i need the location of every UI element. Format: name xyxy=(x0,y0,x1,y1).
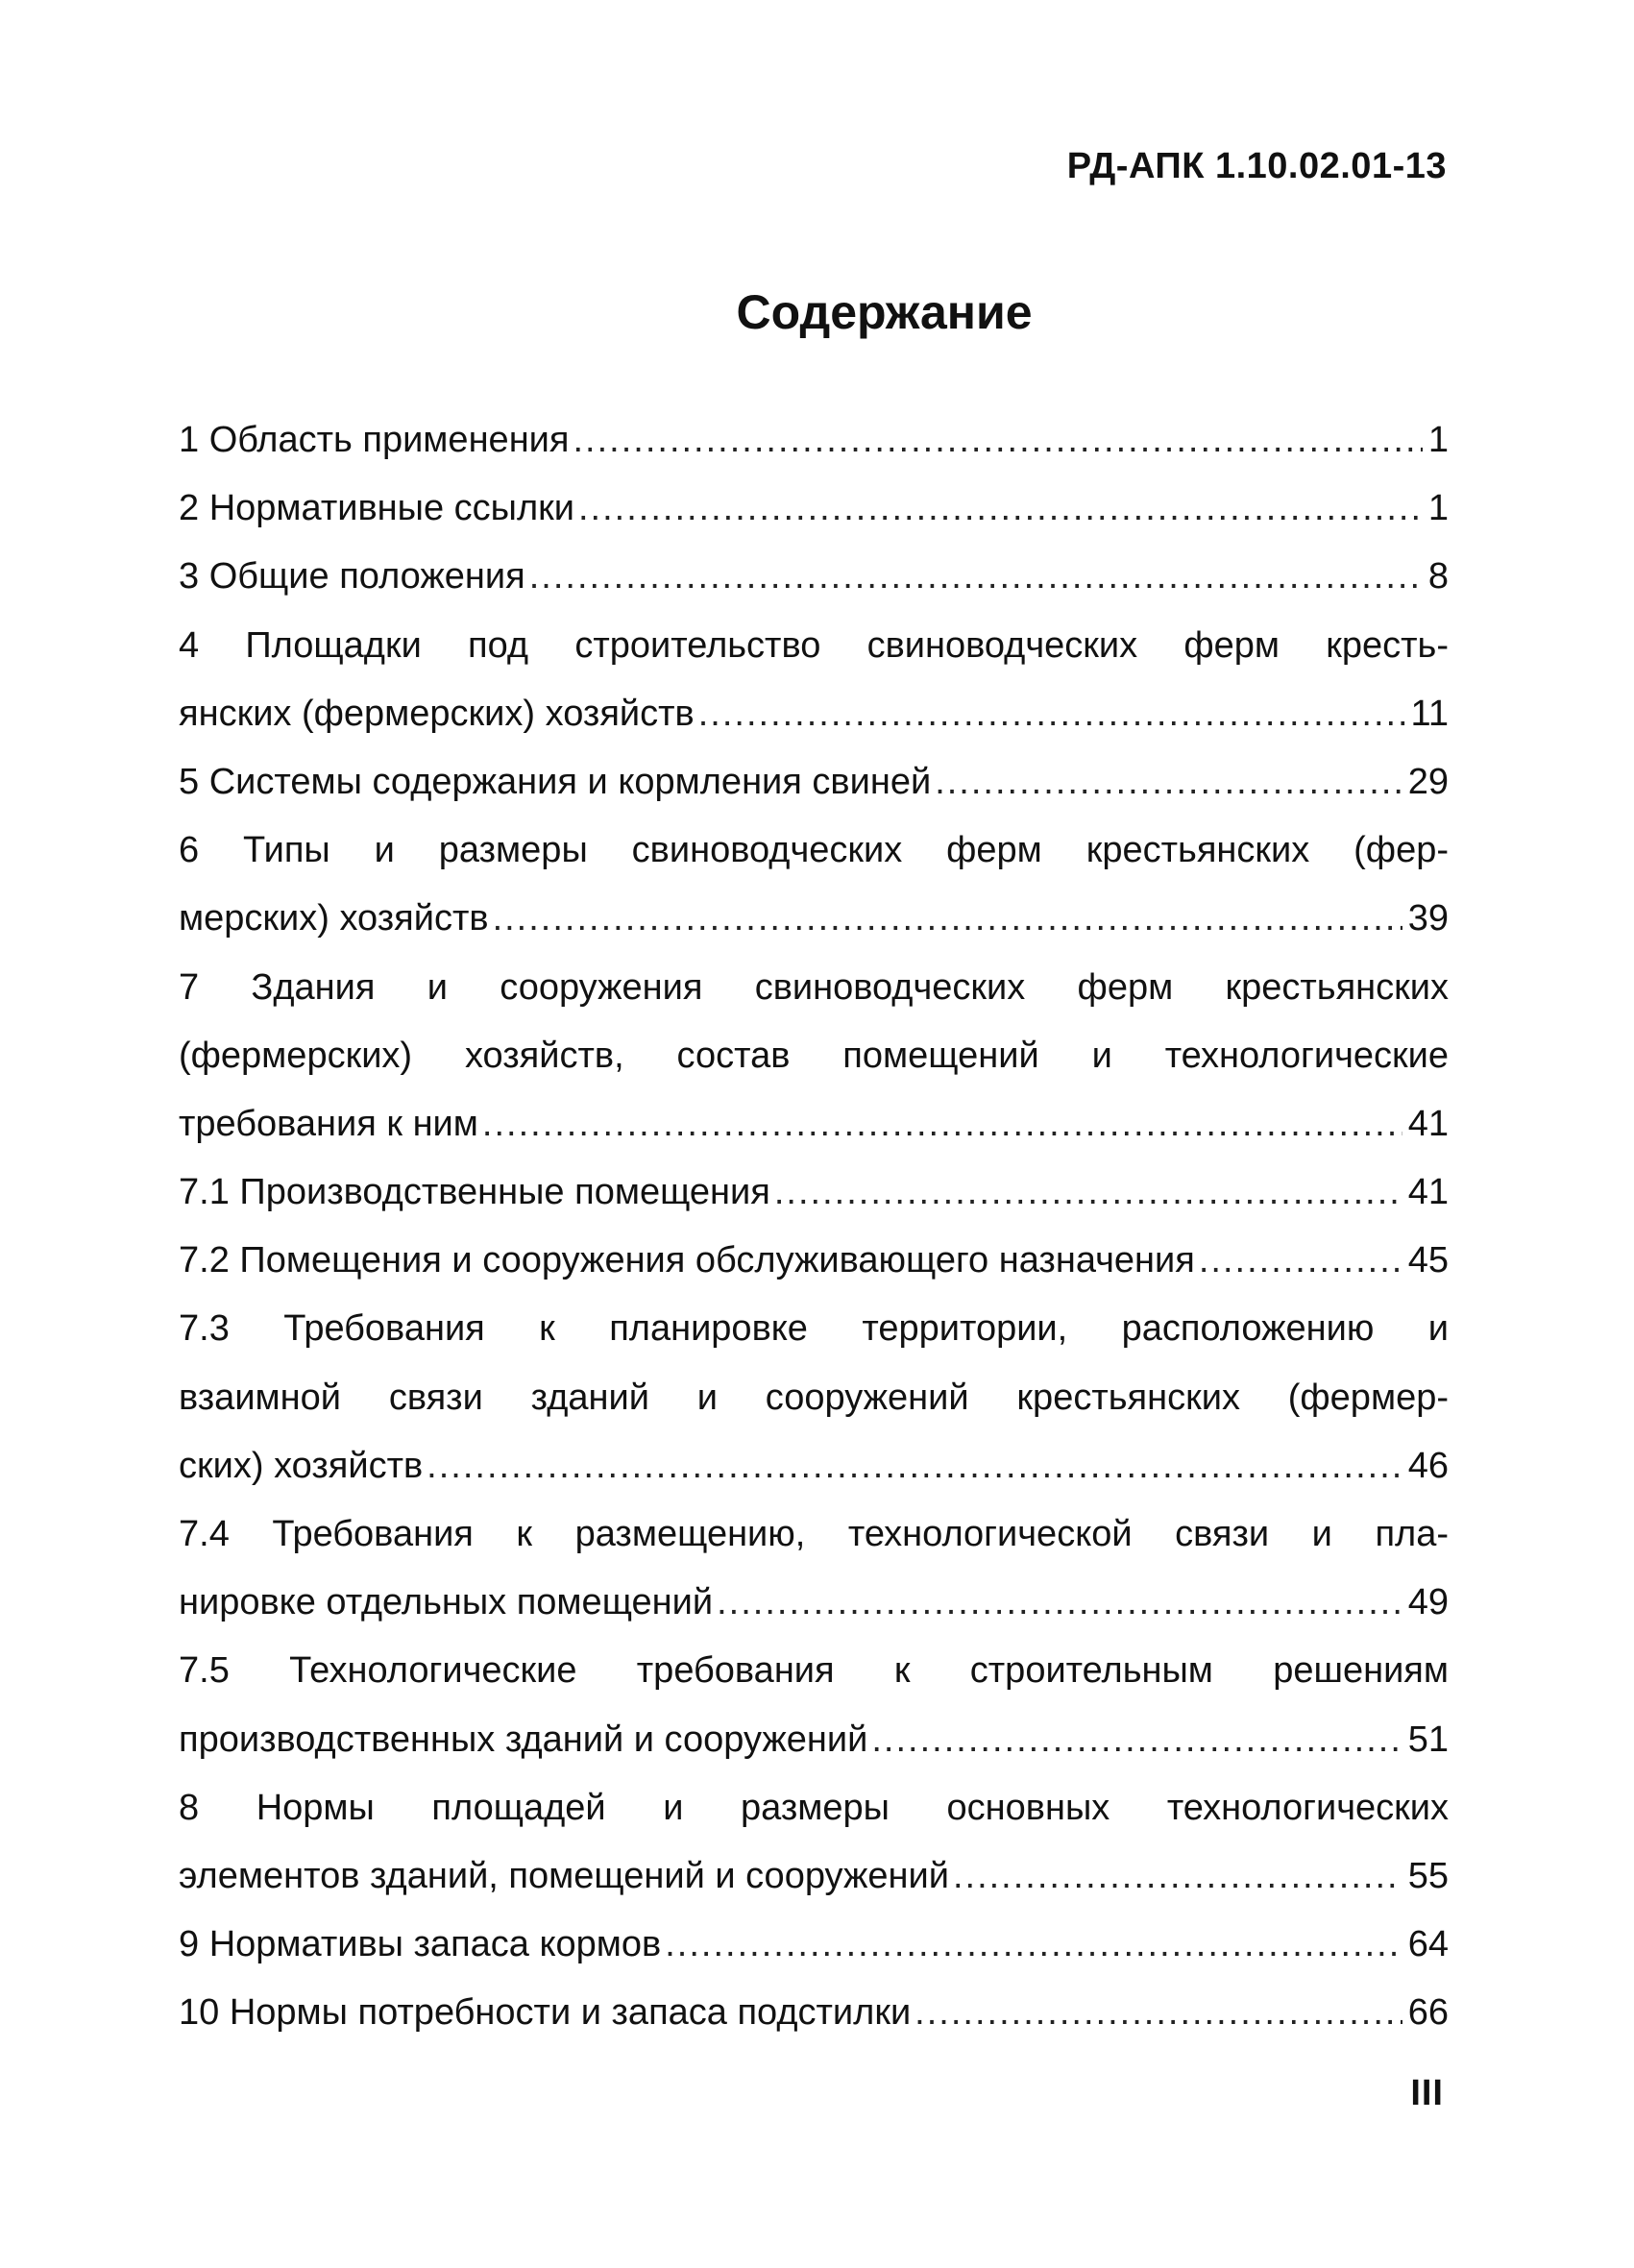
toc-entry-text: 6 Типы и размеры свиноводческих ферм крестьянских (фер- xyxy=(179,830,1449,871)
toc-entry-page: 41 xyxy=(1407,1103,1449,1144)
dot-leader xyxy=(871,1706,1402,1774)
dot-leader xyxy=(529,543,1423,611)
dot-leader xyxy=(953,1842,1402,1911)
toc-entry-text: 5 Системы содержания и кормления свиней xyxy=(179,761,932,802)
toc-entry-page: 55 xyxy=(1407,1855,1449,1896)
toc-entry-text: 7.3 Требования к планировке территории, расположению и xyxy=(179,1308,1449,1350)
dot-leader xyxy=(915,1979,1402,2047)
toc-entry-text: (фермерских) хозяйств, состав помещений и технологические xyxy=(179,1035,1449,1076)
toc-entry[interactable] xyxy=(179,1227,1449,1295)
toc-entry-page: 51 xyxy=(1407,1719,1449,1760)
toc-entry-page: 41 xyxy=(1407,1172,1449,1213)
toc-entry[interactable] xyxy=(179,543,1449,611)
dot-leader xyxy=(482,1090,1402,1158)
toc-entry-text: 7.1 Производственные помещения xyxy=(179,1172,770,1213)
toc-entry-text: янских (фермерских) хозяйств xyxy=(179,693,695,734)
toc-entry-page: 66 xyxy=(1407,1992,1449,2034)
toc-entry-text: 2 Нормативные ссылки xyxy=(179,488,574,529)
toc-entry-page: 49 xyxy=(1407,1582,1449,1623)
dot-leader xyxy=(774,1158,1402,1227)
dot-leader xyxy=(578,475,1423,543)
toc-entry[interactable] xyxy=(179,817,1449,953)
toc-entry-text: 4 Площадки под строительство свиноводческих ферм кресть- xyxy=(179,624,1449,666)
toc-entry-page: 1 xyxy=(1427,420,1449,460)
toc-entry-page: 1 xyxy=(1427,488,1449,529)
toc-entry[interactable] xyxy=(179,612,1449,748)
toc-entry-text: 7.5 Технологические требования к строительным решениям xyxy=(179,1650,1449,1692)
dot-leader xyxy=(665,1911,1402,1979)
toc-entry-text: 1 Область применения xyxy=(179,420,570,460)
toc-entry-text: 8 Нормы площадей и размеры основных технологических xyxy=(179,1787,1449,1828)
toc-entry-page: 29 xyxy=(1407,761,1449,802)
toc-entry-page: 8 xyxy=(1427,556,1449,597)
toc-entry-text: 3 Общие положения xyxy=(179,556,525,597)
dot-leader xyxy=(493,885,1402,953)
dot-leader xyxy=(427,1432,1402,1500)
toc-entry-text: производственных зданий и сооружений xyxy=(179,1719,868,1760)
toc-entry-text: 7.2 Помещения и сооружения обслуживающего назначения xyxy=(179,1240,1195,1281)
toc-entry-text: 9 Нормативы запаса кормов xyxy=(179,1924,662,1965)
toc-entry-text: элементов зданий, помещений и сооружений xyxy=(179,1855,949,1896)
toc-entry[interactable] xyxy=(179,1637,1449,1773)
toc-entry[interactable] xyxy=(179,406,1449,475)
toc-entry-page: 11 xyxy=(1410,693,1449,734)
dot-leader xyxy=(698,680,1405,748)
toc-entry-page: 39 xyxy=(1407,898,1449,939)
toc-entry[interactable] xyxy=(179,1774,1449,1911)
table-of-contents xyxy=(179,406,1449,2048)
toc-entry-text: взаимной связи зданий и сооружений крестьянских (фермер- xyxy=(179,1377,1449,1418)
dot-leader xyxy=(935,748,1402,817)
page-number: III xyxy=(1410,2073,1444,2113)
toc-entry[interactable] xyxy=(179,1158,1449,1227)
toc-entry-page: 46 xyxy=(1407,1445,1449,1486)
toc-entry-text: ских) хозяйств xyxy=(179,1445,424,1486)
toc-entry-text: 7 Здания и сооружения свиноводческих ферм крестьянских xyxy=(179,966,1449,1008)
page-title: Содержание xyxy=(736,285,1033,339)
toc-entry-text: 10 Нормы потребности и запаса подстилки xyxy=(179,1992,912,2034)
toc-entry[interactable] xyxy=(179,1295,1449,1500)
toc-entry-page: 64 xyxy=(1407,1924,1449,1965)
toc-entry-text: мерских) хозяйств xyxy=(179,898,489,939)
toc-entry[interactable] xyxy=(179,475,1449,543)
toc-entry-page: 45 xyxy=(1407,1240,1449,1281)
dot-leader xyxy=(717,1569,1402,1637)
toc-entry-text: требования к ним xyxy=(179,1103,478,1144)
toc-entry[interactable] xyxy=(179,954,1449,1159)
toc-entry[interactable] xyxy=(179,1911,1449,1979)
document-code: РД-АПК 1.10.02.01-13 xyxy=(1066,146,1447,186)
toc-entry[interactable] xyxy=(179,748,1449,817)
toc-entry-text: нировке отдельных помещений xyxy=(179,1582,714,1623)
dot-leader xyxy=(1199,1227,1402,1295)
dot-leader xyxy=(573,406,1422,475)
toc-entry[interactable] xyxy=(179,1500,1449,1637)
toc-entry-text: 7.4 Требования к размещению, технологической связи и пла- xyxy=(179,1514,1449,1554)
toc-entry[interactable] xyxy=(179,1979,1449,2047)
